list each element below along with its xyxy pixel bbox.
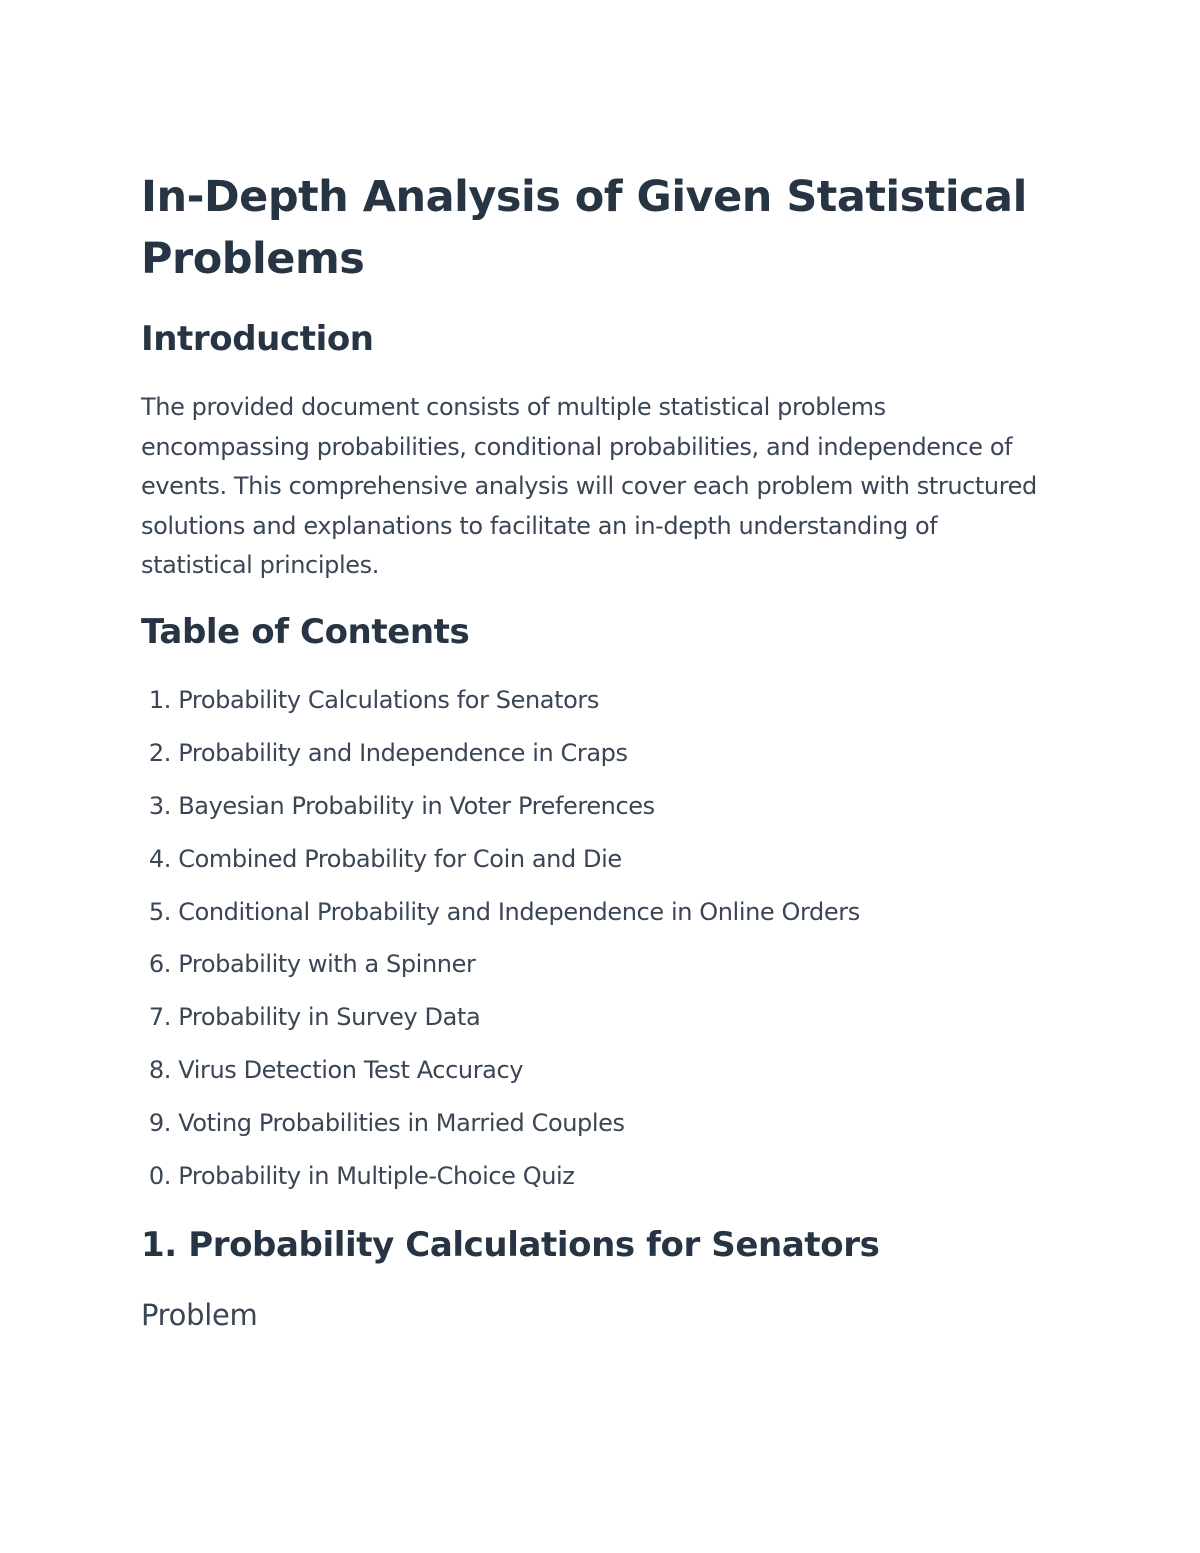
toc-item <box>141 944 860 997</box>
toc-item <box>141 997 860 1050</box>
toc-item-label: Bayesian Probability in Voter Preferences <box>178 791 655 820</box>
toc-item-number: 0. <box>148 1162 171 1191</box>
document-title: In-Depth Analysis of Given Statistical Problems <box>141 172 1027 284</box>
table-of-contents-list <box>141 680 860 1209</box>
toc-item-label: Virus Detection Test Accuracy <box>178 1056 524 1085</box>
toc-item-label: Probability in Survey Data <box>178 1003 481 1032</box>
introduction-heading: Introduction <box>141 319 374 359</box>
toc-item <box>141 892 860 945</box>
toc-item-label: Combined Probability for Coin and Die <box>178 844 622 873</box>
toc-item-label: Probability Calculations for Senators <box>178 686 599 714</box>
toc-item-label: Probability with a Spinner <box>178 950 476 979</box>
toc-item-label: Conditional Probability and Independence in Online Orders <box>178 897 860 926</box>
toc-item <box>141 786 860 839</box>
section-1-heading: 1. Probability Calculations for Senators <box>141 1225 880 1265</box>
toc-item <box>141 1050 860 1103</box>
toc-item <box>141 1156 860 1209</box>
toc-item <box>141 1103 860 1156</box>
toc-item <box>141 680 860 733</box>
toc-item-number: 8. <box>148 1056 171 1085</box>
introduction-paragraph: The provided document consists of multiple statistical problems encompassing probabilities, conditional probabilities, and independence of events. This comprehensive analysis will cover each problem with structured solutions and explanations to facilitate an in-depth understanding of statistical principles. <box>141 393 1037 579</box>
toc-item-label: Voting Probabilities in Married Couples <box>178 1109 625 1138</box>
toc-item-number: 3. <box>148 791 171 820</box>
toc-item-number: 7. <box>148 1003 171 1032</box>
toc-item <box>141 839 860 892</box>
toc-item-label: Probability and Independence in Craps <box>178 738 628 767</box>
toc-item <box>141 733 860 786</box>
section-1-problem-subheading: Problem <box>141 1298 258 1332</box>
toc-item-label: Probability in Multiple-Choice Quiz <box>178 1162 575 1191</box>
toc-item-number: 9. <box>148 1109 171 1138</box>
toc-item-number: 2. <box>148 738 171 767</box>
toc-item-number: 1. <box>148 686 171 714</box>
toc-item-number: 5. <box>148 897 171 926</box>
toc-item-number: 4. <box>148 844 171 873</box>
table-of-contents-heading: Table of Contents <box>141 612 470 652</box>
toc-item-number: 6. <box>148 950 171 979</box>
